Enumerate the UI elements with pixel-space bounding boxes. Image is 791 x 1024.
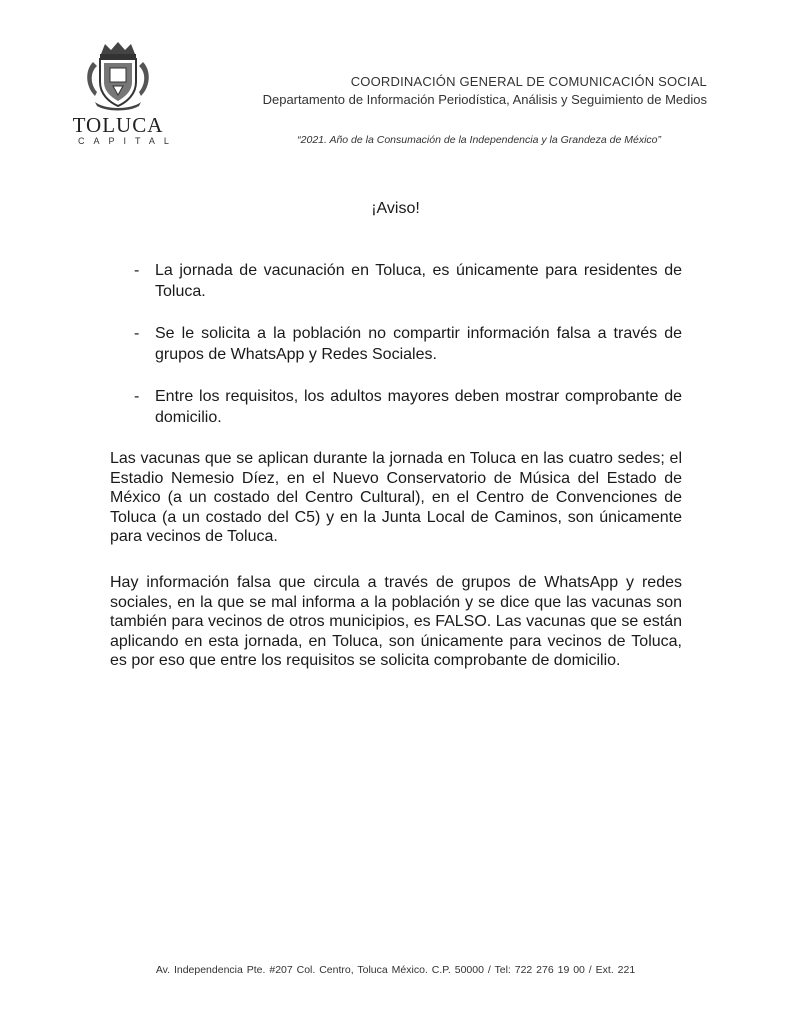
bullet-text: Entre los requisitos, los adultos mayores deben mostrar comprobante de domicilio. — [155, 388, 682, 426]
list-item — [130, 260, 682, 302]
body-paragraph-false-info: Hay información falsa que circula a través de grupos de WhatsApp y redes sociales, en la que se mal informa a la población y se dice que las vacunas son también para vecinos de otros municipios, es FALSO. Las vacunas que se están aplicando en esta jornada, en Toluca, son únicamente para vecinos de Toluca, es por eso que entre los requisitos se solicita comprobante de domicilio. — [110, 574, 682, 669]
logo-subtitle: CAPITAL — [78, 136, 178, 146]
list-item — [130, 323, 682, 365]
org-title: COORDINACIÓN GENERAL DE COMUNICACIÓN SOCIAL — [350, 74, 707, 89]
organization-header — [263, 73, 707, 109]
body-paragraph-venues: Las vacunas que se aplican durante la jornada en Toluca en las cuatro sedes; el Estadio Nemesio Díez, en el Nuevo Conservatorio de Música del Estado de México (a un costado del Centro Cultural), en el Centro de Convenciones de Toluca (a un costado del C5) y en la Junta Local de Caminos, son únicamente para vecinos de Toluca. — [110, 450, 682, 545]
org-department: Departamento de Información Periodística, Análisis y Seguimiento de Medios — [262, 92, 707, 107]
list-item — [130, 386, 682, 428]
bullet-text: La jornada de vacunación en Toluca, es únicamente para residentes de Toluca. — [155, 262, 682, 300]
bullet-marker: - — [134, 388, 140, 405]
year-motto: “2021. Año de la Consumación de la Independencia y la Grandeza de México” — [297, 134, 661, 146]
footer-address: Av. Independencia Pte. #207 Col. Centro, Toluca México. C.P. 50000 / Tel: 722 276 19 00 / Ext. 221 — [155, 964, 636, 976]
notice-bullet-list — [130, 260, 682, 449]
logo-wordmark: TOLUCA — [72, 113, 164, 137]
toluca-logo — [70, 40, 178, 147]
notice-title: ¡Aviso! — [371, 200, 420, 217]
bullet-text: Se le solicita a la población no compartir información falsa a través de grupos de WhatsApp y Redes Sociales. — [155, 325, 682, 363]
bullet-marker: - — [134, 262, 140, 279]
bullet-marker: - — [134, 325, 140, 342]
toluca-coat-of-arms-icon — [83, 40, 153, 112]
